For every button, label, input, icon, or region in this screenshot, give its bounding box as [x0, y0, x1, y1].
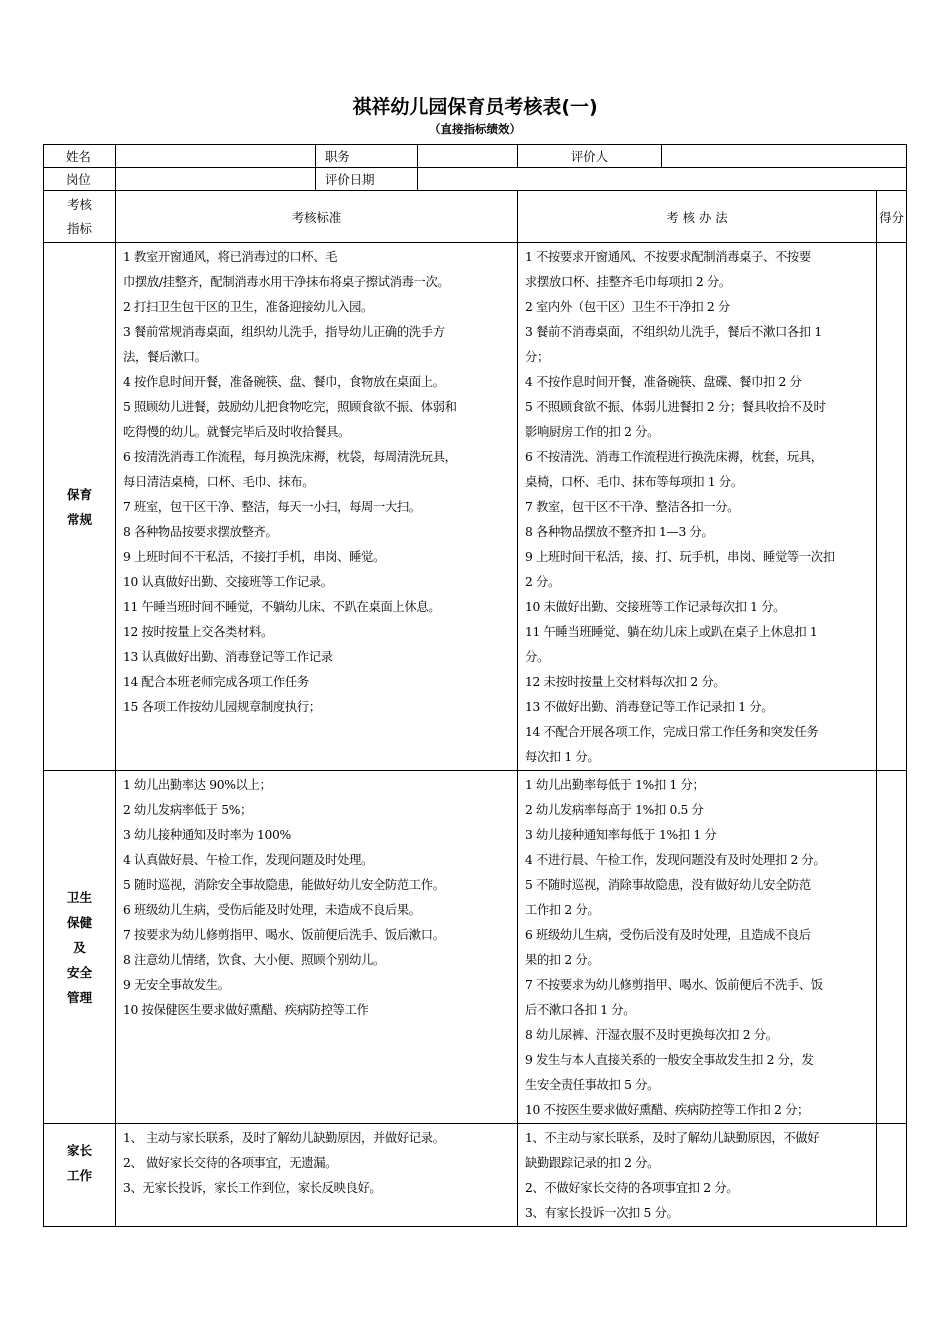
header-row-2: [44, 168, 907, 191]
method-line: 生安全责任事故扣 5 分。: [525, 1078, 660, 1092]
method-line: 7 教室，包干区不干净、整洁各扣一分。: [525, 500, 740, 514]
method-line: 2、不做好家长交待的各项事宜扣 2 分。: [525, 1181, 739, 1195]
method-line: 8 各种物品摆放不整齐扣 1—3 分。: [525, 525, 714, 539]
method-line: 8 幼儿尿裤、汗湿衣服不及时更换每次扣 2 分。: [525, 1028, 778, 1042]
method-line: 3 幼儿接种通知率每低于 1%扣 1 分: [525, 828, 717, 842]
date-value-cell[interactable]: [418, 168, 907, 191]
category-line: 工作: [66, 1168, 93, 1183]
standard-header: 考核标准: [116, 191, 518, 243]
standard-line: 1、 主动与家长联系，及时了解幼儿缺勤原因，并做好记录。: [123, 1131, 445, 1145]
standard-line: 7 班室，包干区干净、整洁，每天一小扫，每周一大扫。: [123, 500, 421, 514]
standard-line: 2 打扫卫生包干区的卫生，准备迎接幼儿入园。: [123, 300, 373, 314]
category-line: 及: [73, 939, 86, 955]
score-cell[interactable]: [877, 243, 907, 771]
standards-cell: [116, 771, 518, 1124]
standard-line: 10 按保健医生要求做好熏醋、疾病防控等工作: [123, 1003, 369, 1017]
method-line: 6 不按清洗、消毒工作流程进行换洗床褥，枕套，玩具，: [525, 450, 823, 464]
category-cell: [44, 1124, 116, 1227]
method-line: 9 上班时间干私活，接、打、玩手机，串岗、睡觉等一次扣: [525, 550, 835, 564]
standard-line: 11 午睡当班时间不睡觉，不躺幼儿床、不趴在桌面上休息。: [123, 600, 441, 614]
standard-line: 6 按清洗消毒工作流程，每月换洗床褥，枕袋，每周清洗玩具，: [123, 450, 457, 464]
indicator-header-line: 考核: [67, 196, 92, 212]
standard-line: 每日清洁桌椅，口杯、毛巾、抹布。: [123, 475, 315, 489]
methods-cell: [518, 771, 877, 1124]
method-line: 缺勤跟踪记录的扣 2 分。: [525, 1156, 660, 1170]
score-cell[interactable]: [877, 1124, 907, 1227]
methods-cell: [518, 1124, 877, 1227]
category-cell: [44, 243, 116, 771]
method-line: 5 不照顾食欲不振、体弱儿进餐扣 2 分；餐具收拾不及时: [525, 400, 826, 414]
name-label: 姓名: [44, 145, 116, 168]
method-line: 5 不随时巡视，消除事故隐患，没有做好幼儿安全防范: [525, 878, 811, 892]
standard-line: 4 按作息时间开餐，准备碗筷、盘、餐巾，食物放在桌面上。: [123, 375, 445, 389]
method-line: 2 分。: [525, 575, 560, 589]
method-line: 10 不按医生要求做好熏醋、疾病防控等工作扣 2 分；: [525, 1103, 809, 1117]
method-line: 求摆放口杯、挂整齐毛巾每项扣 2 分。: [525, 275, 731, 289]
method-line: 12 未按时按量上交材料每次扣 2 分。: [525, 675, 726, 689]
standard-line: 10 认真做好出勤、交接班等工作记录。: [123, 575, 333, 589]
category-line: 安全: [66, 964, 93, 980]
method-line: 9 发生与本人直接关系的一般安全事故发生扣 2 分，发: [525, 1053, 814, 1067]
standard-line: 法，餐后漱口。: [123, 350, 207, 364]
standard-line: 15 各项工作按幼儿园规章制度执行；: [123, 700, 321, 714]
category-line: 管理: [66, 989, 93, 1005]
name-value-cell[interactable]: [116, 145, 316, 168]
category-line: 家长: [66, 1143, 93, 1158]
method-line: 14 不配合开展各项工作，完成日常工作任务和突发任务: [525, 725, 819, 739]
standard-line: 1 幼儿出勤率达 90%以上；: [123, 778, 272, 792]
indicator-header: [44, 191, 116, 243]
method-line: 影响厨房工作的扣 2 分。: [525, 425, 660, 439]
standard-line: 2、 做好家长交待的各项事宜，无遗漏。: [123, 1156, 338, 1170]
method-line: 11 午睡当班睡觉、躺在幼儿床上或趴在桌子上休息扣 1: [525, 625, 818, 639]
method-header: 考 核 办 法: [518, 191, 877, 243]
evaluator-value-cell[interactable]: [662, 145, 907, 168]
method-line: 7 不按要求为幼儿修剪指甲、喝水、饭前便后不洗手、饭: [525, 978, 823, 992]
category-line: 卫生: [66, 889, 93, 905]
position-value-cell[interactable]: [418, 145, 518, 168]
method-line: 1 不按要求开窗通风、不按要求配制消毒桌子、不按要: [525, 250, 811, 264]
standard-line: 12 按时按量上交各类材料。: [123, 625, 273, 639]
position-label: 职务: [316, 145, 418, 168]
standard-line: 8 注意幼儿情绪，饮食、大小便、照顾个别幼儿。: [123, 953, 385, 967]
standard-line: 5 照顾幼儿进餐，鼓励幼儿把食物吃完，照顾食欲不振、体弱和: [123, 400, 457, 414]
method-line: 6 班级幼儿生病，受伤后没有及时处理，且造成不良后: [525, 928, 811, 942]
standard-line: 6 班级幼儿生病，受伤后能及时处理，未造成不良后果。: [123, 903, 421, 917]
standard-line: 7 按要求为幼儿修剪指甲、喝水、饭前便后洗手、饭后漱口。: [123, 928, 445, 942]
page-title: 祺祥幼儿园保育员考核表(一): [352, 96, 598, 118]
page-subtitle: （直接指标绩效）: [429, 122, 521, 136]
standard-line: 巾摆放/挂整齐，配制消毒水用干净抹布将桌子擦试消毒一次。: [123, 275, 450, 289]
evaluation-table: [43, 144, 907, 1227]
category-cell: [44, 771, 116, 1124]
method-line: 每次扣 1 分。: [525, 750, 600, 764]
section-row: [44, 1124, 907, 1227]
method-line: 3 餐前不消毒桌面，不组织幼儿洗手，餐后不漱口各扣 1: [525, 325, 822, 339]
method-line: 分。: [525, 650, 549, 664]
column-header-row: [44, 191, 907, 243]
category-line: 保健: [66, 914, 93, 930]
method-line: 4 不进行晨、午检工作，发现问题没有及时处理扣 2 分。: [525, 853, 826, 867]
method-line: 工作扣 2 分。: [525, 903, 600, 917]
method-line: 后不漱口各扣 1 分。: [525, 1003, 636, 1017]
section-row: [44, 771, 907, 1124]
post-label: 岗位: [44, 168, 116, 191]
standard-line: 3、无家长投诉，家长工作到位，家长反映良好。: [123, 1181, 382, 1195]
standards-cell: [116, 243, 518, 771]
post-value-cell[interactable]: [116, 168, 316, 191]
method-line: 分；: [525, 350, 549, 364]
standard-line: 吃得慢的幼儿。就餐完毕后及时收拾餐具。: [123, 425, 350, 439]
method-line: 果的扣 2 分。: [525, 953, 600, 967]
method-line: 4 不按作息时间开餐，准备碗筷、盘碟、餐巾扣 2 分: [525, 375, 802, 389]
category-line: 常规: [66, 511, 93, 527]
standard-line: 5 随时巡视，消除安全事故隐患，能做好幼儿安全防范工作。: [123, 878, 445, 892]
methods-cell: [518, 243, 877, 771]
score-header: 得分: [877, 191, 907, 243]
standard-line: 3 幼儿接种通知及时率为 100%: [123, 828, 291, 842]
method-line: 桌椅，口杯、毛巾、抹布等每项扣 1 分。: [525, 475, 743, 489]
method-line: 1、不主动与家长联系，及时了解幼儿缺勤原因，不做好: [525, 1131, 820, 1145]
standard-line: 4 认真做好晨、午检工作，发现问题及时处理。: [123, 853, 373, 867]
standard-line: 9 无安全事故发生。: [123, 978, 230, 992]
indicator-header-line: 指标: [67, 220, 92, 236]
standard-line: 9 上班时间不干私活，不接打手机，串岗、睡觉。: [123, 550, 385, 564]
method-line: 2 室内外（包干区）卫生不干净扣 2 分: [525, 300, 730, 314]
method-line: 1 幼儿出勤率每低于 1%扣 1 分；: [525, 778, 705, 792]
method-line: 10 未做好出勤、交接班等工作记录每次扣 1 分。: [525, 600, 786, 614]
standard-line: 13 认真做好出勤、消毒登记等工作记录: [123, 650, 333, 664]
standard-line: 14 配合本班老师完成各项工作任务: [123, 675, 309, 689]
standard-line: 2 幼儿发病率低于 5%；: [123, 803, 252, 817]
method-line: 13 不做好出勤、消毒登记等工作记录扣 1 分。: [525, 700, 774, 714]
standard-line: 1 教室开窗通风，将已消毒过的口杯、毛: [123, 250, 338, 264]
score-cell[interactable]: [877, 771, 907, 1124]
standard-line: 8 各种物品按要求摆放整齐。: [123, 525, 278, 539]
method-line: 3、有家长投诉一次扣 5 分。: [525, 1206, 679, 1220]
evaluator-label: 评价人: [518, 145, 662, 168]
standards-cell: [116, 1124, 518, 1227]
date-label: 评价日期: [316, 168, 418, 191]
category-line: 保育: [66, 486, 93, 502]
section-row: [44, 243, 907, 771]
header-row-1: [44, 145, 907, 168]
method-line: 2 幼儿发病率每高于 1%扣 0.5 分: [525, 803, 704, 817]
standard-line: 3 餐前常规消毒桌面，组织幼儿洗手，指导幼儿正确的洗手方: [123, 325, 445, 339]
